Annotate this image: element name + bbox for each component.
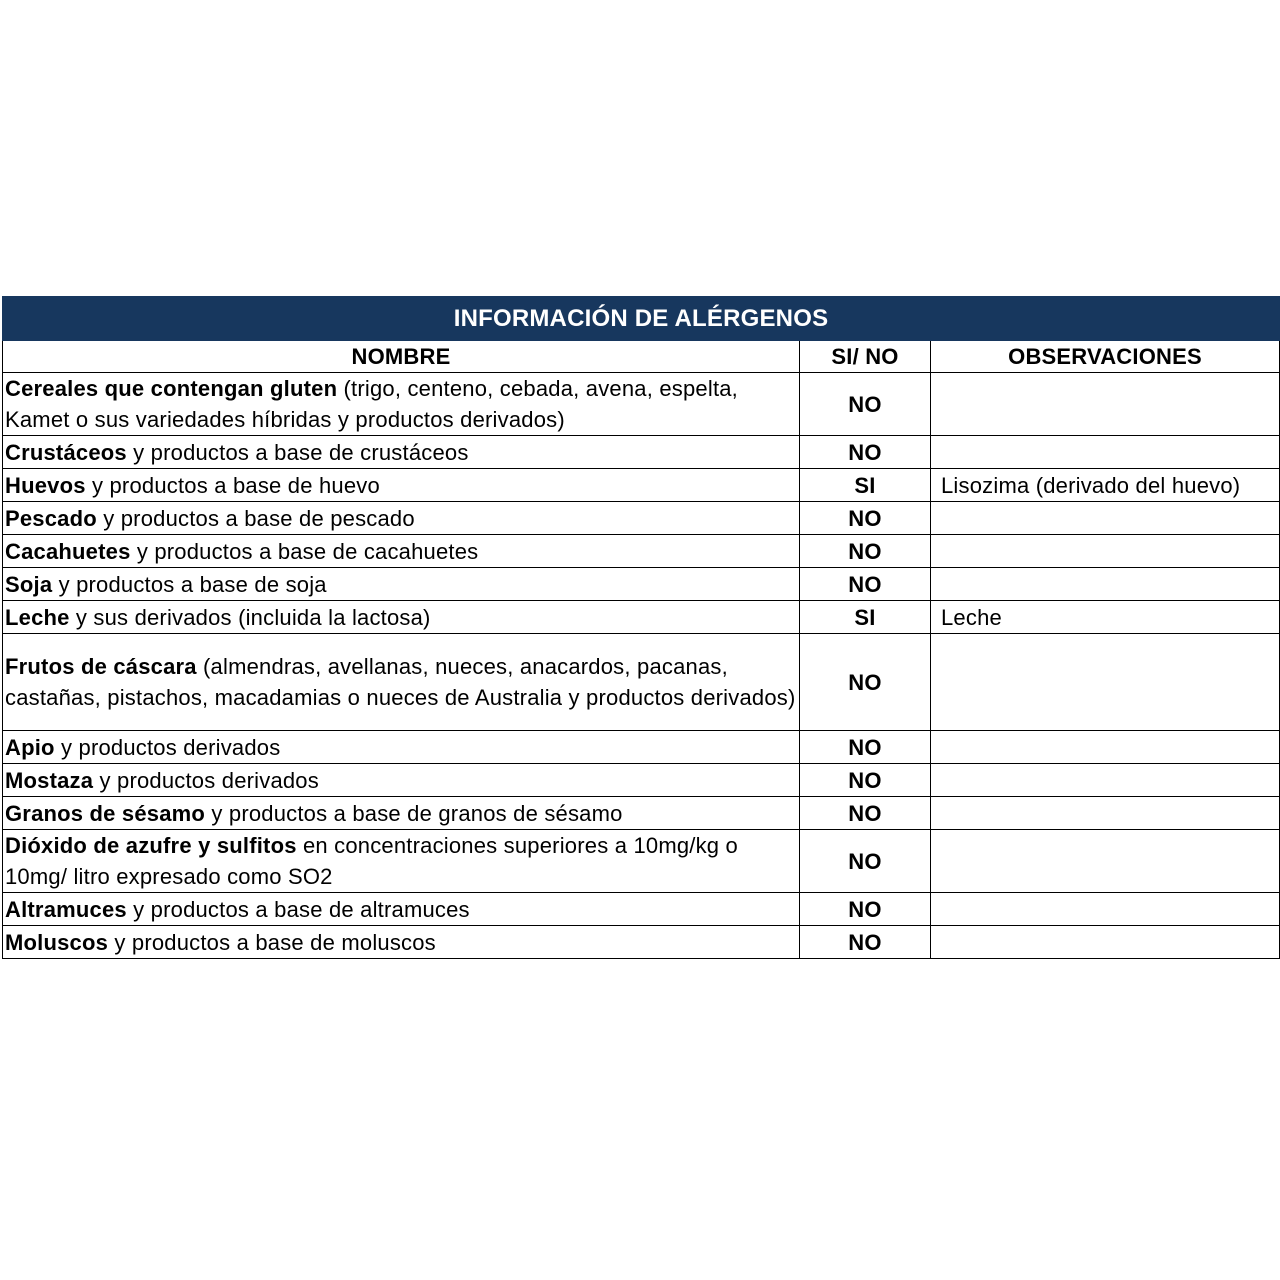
allergen-name: Dióxido de azufre y sulfitos: [5, 833, 297, 858]
allergen-observations-cell: Leche: [931, 601, 1280, 634]
allergen-name: Crustáceos: [5, 439, 127, 465]
allergen-observations-cell: [931, 764, 1280, 797]
allergen-description: y sus derivados (incluida la lactosa): [69, 604, 431, 630]
allergen-name-cell: [3, 926, 800, 959]
allergen-observations-cell: [931, 926, 1280, 959]
table-row: [3, 634, 1280, 731]
allergen-yes-no-cell: NO: [800, 502, 931, 535]
table-row: [3, 731, 1280, 764]
allergen-description: y productos a base de moluscos: [108, 929, 436, 955]
table-row: [3, 502, 1280, 535]
allergen-name-cell: [3, 502, 800, 535]
table-row: [3, 764, 1280, 797]
allergen-yes-no-cell: NO: [800, 634, 931, 731]
table-row: [3, 469, 1280, 502]
allergen-observations-cell: [931, 731, 1280, 764]
table-row: [3, 830, 1280, 893]
allergen-yes-no-cell: NO: [800, 436, 931, 469]
allergen-name: Soja: [5, 571, 53, 597]
allergen-yes-no-cell: NO: [800, 373, 931, 436]
allergen-yes-no-cell: NO: [800, 797, 931, 830]
allergen-description: y productos a base de altramuces: [126, 896, 470, 922]
allergen-name-cell: [3, 830, 800, 893]
allergen-name: Altramuces: [5, 896, 127, 922]
allergen-observations-cell: [931, 568, 1280, 601]
allergen-observations-cell: Lisozima (derivado del huevo): [931, 469, 1280, 502]
table-row: [3, 926, 1280, 959]
allergen-yes-no-cell: NO: [800, 568, 931, 601]
allergen-yes-no-cell: NO: [800, 535, 931, 568]
allergen-name: Frutos de cáscara: [5, 654, 197, 679]
allergen-name: Apio: [5, 734, 55, 760]
table-row: [3, 535, 1280, 568]
column-header-row: [3, 341, 1280, 373]
table-title: INFORMACIÓN DE ALÉRGENOS: [3, 297, 1280, 341]
allergen-yes-no-cell: SI: [800, 601, 931, 634]
allergen-yes-no-cell: NO: [800, 926, 931, 959]
table-row: [3, 797, 1280, 830]
allergen-name-cell: [3, 436, 800, 469]
allergen-name: Cereales que contengan gluten: [5, 376, 338, 401]
table-row: [3, 568, 1280, 601]
allergen-name-cell: [3, 601, 800, 634]
allergen-description: y productos derivados: [54, 734, 281, 760]
allergen-name: Mostaza: [5, 767, 94, 793]
allergen-yes-no-cell: NO: [800, 764, 931, 797]
allergen-observations-cell: [931, 502, 1280, 535]
allergen-description: y productos derivados: [93, 767, 319, 793]
allergen-observations-cell: [931, 830, 1280, 893]
allergen-name-cell: [3, 731, 800, 764]
allergen-name-cell: [3, 469, 800, 502]
table-title-row: [3, 297, 1280, 341]
allergen-yes-no-cell: NO: [800, 830, 931, 893]
table-row: [3, 601, 1280, 634]
allergen-observations-cell: [931, 797, 1280, 830]
allergen-description: (almendras, avellanas, nueces, anacardos, pacanas, castañas, pistachos, macadamias o nueces de Australia y productos derivados): [5, 654, 796, 710]
column-header-yes-no: SI/ NO: [800, 341, 931, 373]
allergen-observations-cell: [931, 436, 1280, 469]
allergen-name: Cacahuetes: [5, 538, 131, 564]
allergen-name-cell: [3, 634, 800, 731]
allergen-yes-no-cell: NO: [800, 893, 931, 926]
allergen-description: en concentraciones superiores a 10mg/kg o 10mg/ litro expresado como SO2: [5, 833, 738, 889]
allergen-name: Pescado: [5, 505, 97, 531]
column-header-observations: OBSERVACIONES: [931, 341, 1280, 373]
allergen-name: Leche: [5, 604, 70, 630]
allergen-name-cell: [3, 568, 800, 601]
allergen-name-cell: [3, 373, 800, 436]
allergen-description: y productos a base de soja: [52, 571, 327, 597]
allergen-name: Huevos: [5, 472, 86, 498]
table-row: [3, 436, 1280, 469]
allergen-yes-no-cell: NO: [800, 731, 931, 764]
table-row: [3, 373, 1280, 436]
allergen-name: Moluscos: [5, 929, 109, 955]
allergen-name-cell: [3, 535, 800, 568]
allergen-observations-cell: [931, 535, 1280, 568]
allergen-description: y productos a base de cacahuetes: [130, 538, 479, 564]
allergen-name-cell: [3, 893, 800, 926]
allergen-table: [2, 296, 1280, 959]
allergen-observations-cell: [931, 634, 1280, 731]
allergen-yes-no-cell: SI: [800, 469, 931, 502]
allergen-description: y productos a base de crustáceos: [126, 439, 469, 465]
allergen-name-cell: [3, 797, 800, 830]
allergen-observations-cell: [931, 893, 1280, 926]
column-header-name: NOMBRE: [3, 341, 800, 373]
allergen-observations-cell: [931, 373, 1280, 436]
allergen-name: Granos de sésamo: [5, 800, 206, 826]
allergen-description: (trigo, centeno, cebada, avena, espelta, Kamet o sus variedades híbridas y productos derivados): [5, 376, 738, 432]
allergen-description: y productos a base de pescado: [96, 505, 415, 531]
allergen-rows: [3, 373, 1280, 959]
allergen-name-cell: [3, 764, 800, 797]
allergen-description: y productos a base de huevo: [85, 472, 380, 498]
allergen-description: y productos a base de granos de sésamo: [205, 800, 623, 826]
table-row: [3, 893, 1280, 926]
